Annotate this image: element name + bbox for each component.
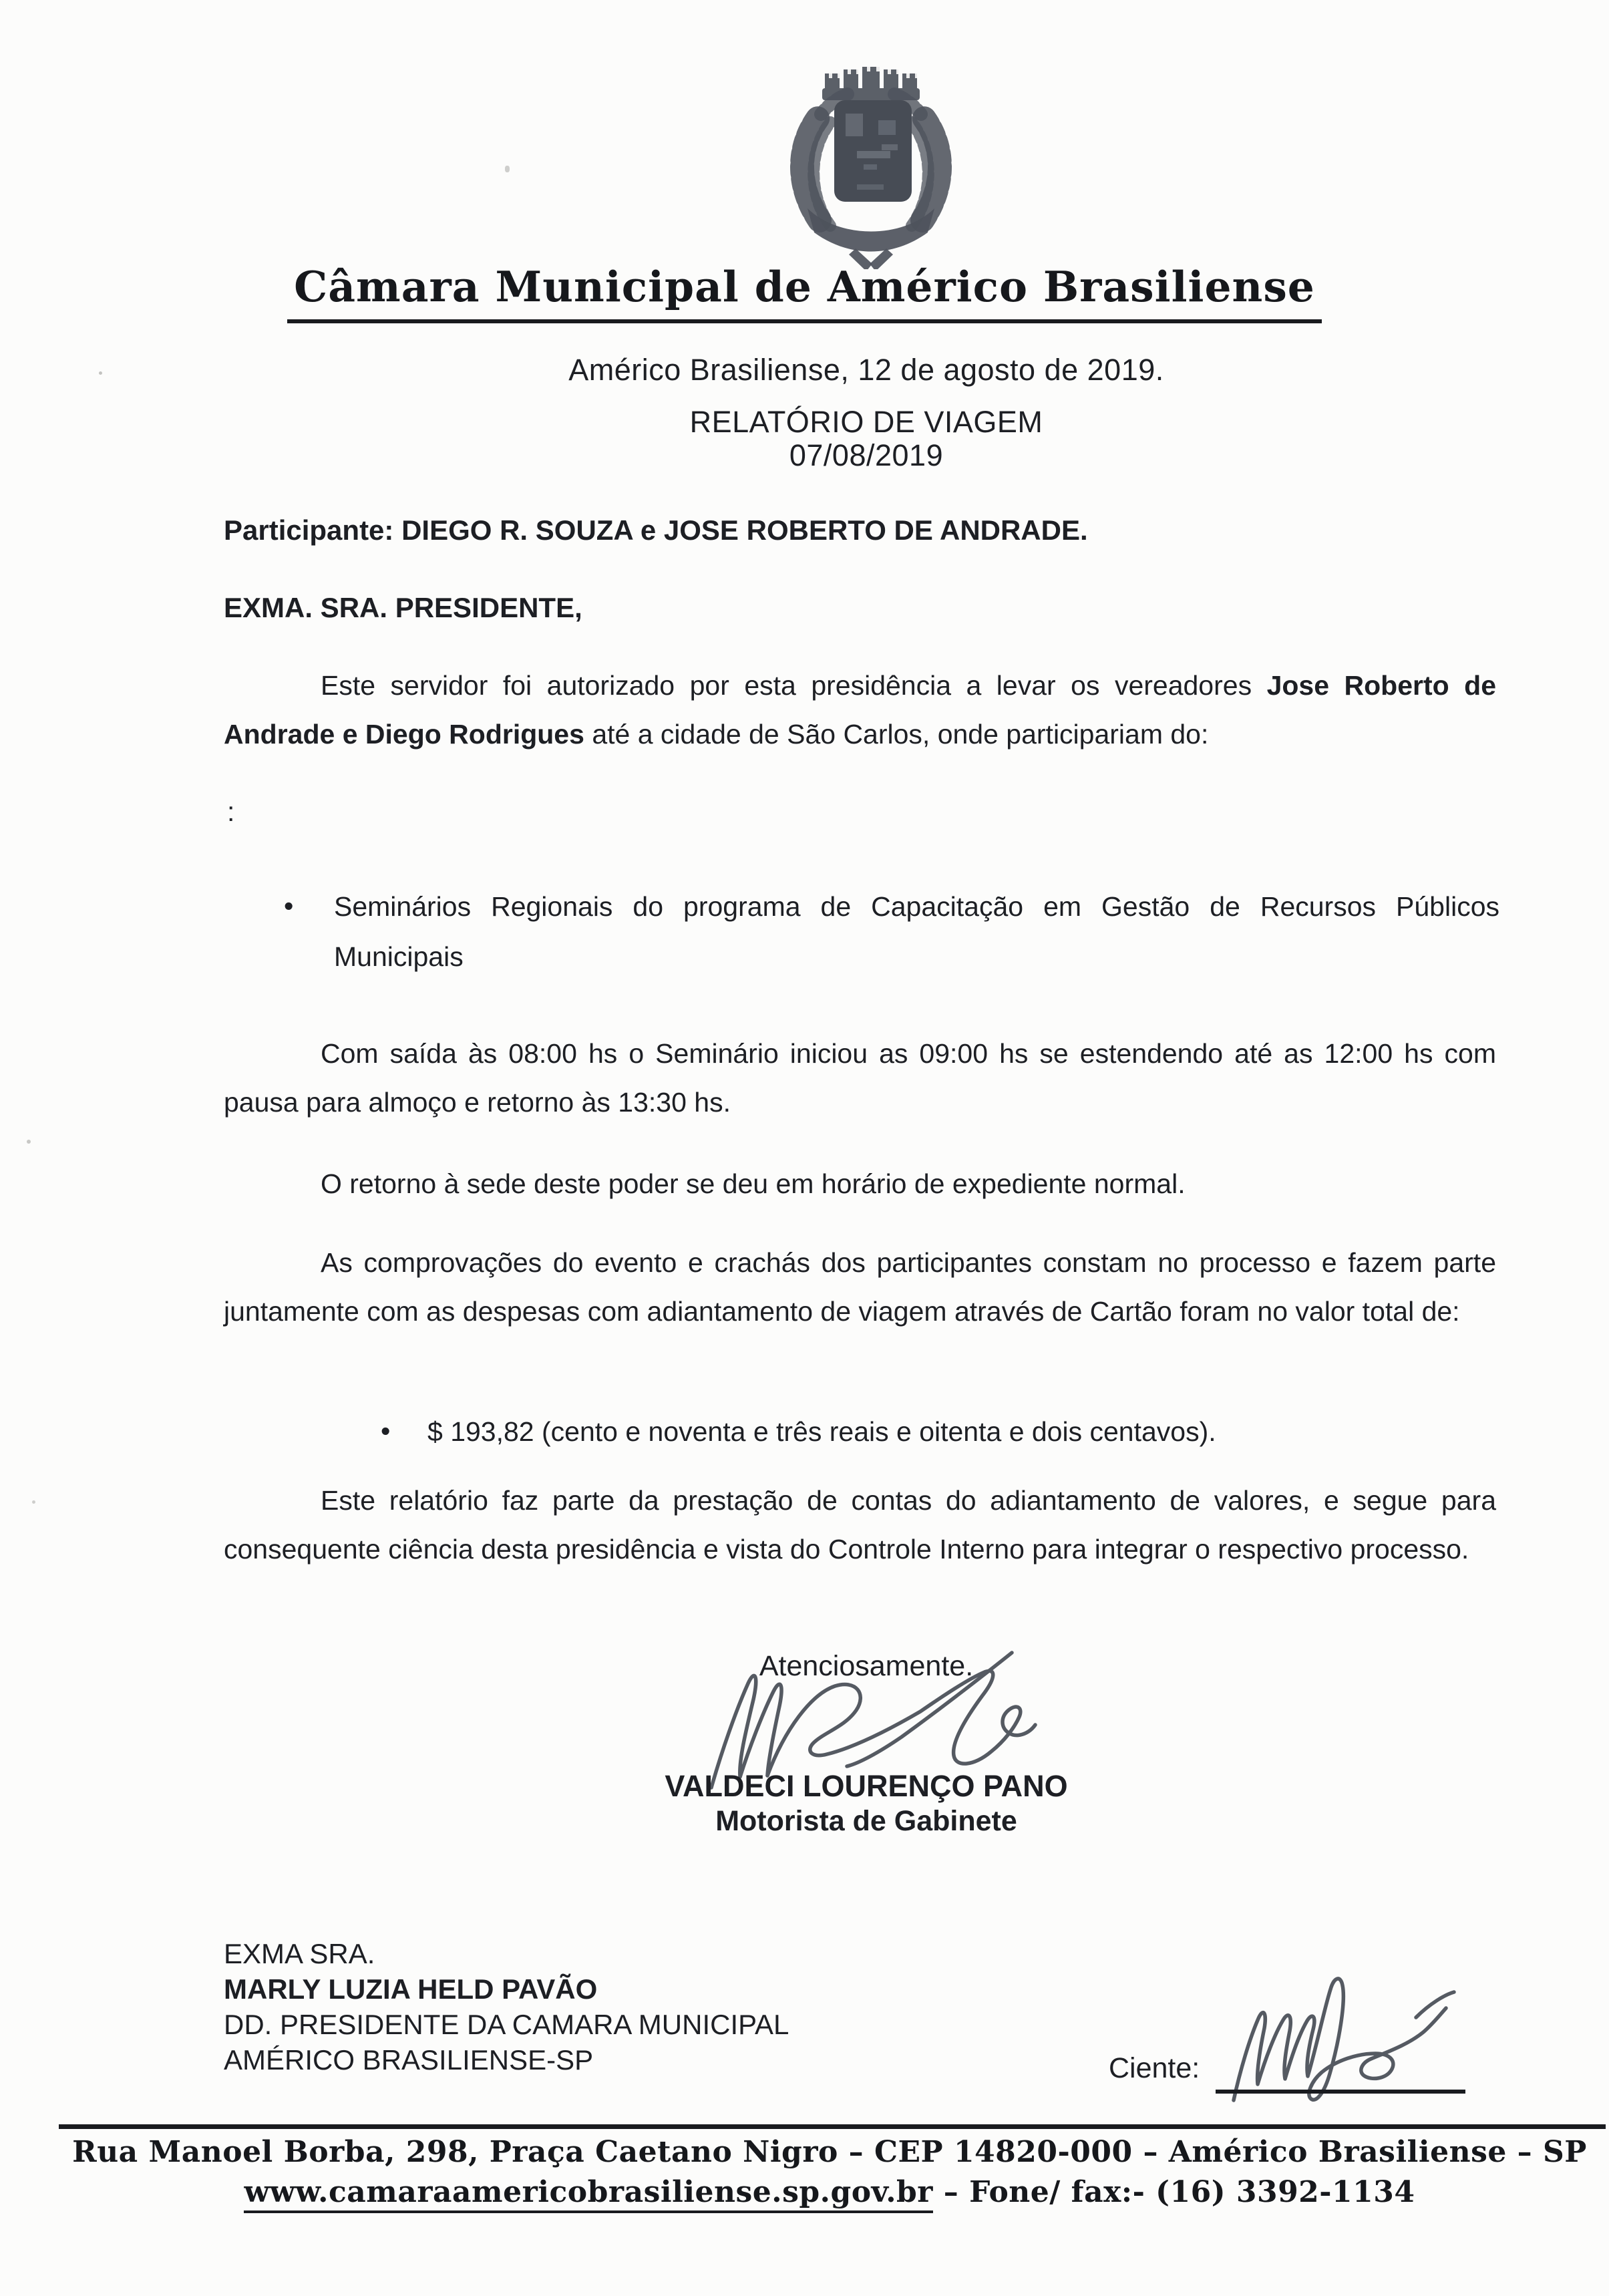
president-signature [1219,1972,1473,2106]
recipient-name: MARLY LUZIA HELD PAVÃO [224,1973,598,2005]
participants-line: Participante: DIEGO R. SOUZA e JOSE ROBERTO DE ANDRADE. [224,514,1088,546]
report-date: 07/08/2019 [789,438,944,472]
recipient-honorific: EXMA SRA. [224,1938,375,1969]
valediction: Atenciosamente. [759,1650,974,1682]
paragraph-return: O retorno à sede deste poder se deu em horário de expediente normal. [321,1168,1186,1199]
org-name-text: Câmara Municipal de Américo Brasiliense [287,262,1322,323]
salutation: EXMA. SRA. PRESIDENTE, [224,592,582,623]
paragraph-authorization [224,661,1496,759]
bullet-item-seminars: Seminários Regionais do programa de Capacitação em Gestão de Recursos Públicos Municipais [334,891,1499,972]
paragraph-receipts: As comprovações do evento e crachás dos participantes constam no processo e fazem parte juntamente com as despesas com adiantamento de viagem através de Cartão foram no valor total de: [224,1247,1496,1327]
ciente-signature-line [1216,2090,1465,2094]
bullet-marker: • [284,890,294,921]
footer-phone: – Fone/ fax:- (16) 3392-1134 [932,2175,1415,2209]
scan-speck [505,166,510,172]
footer-website: www.camaraamericobrasiliense.sp.gov.br [244,2175,933,2213]
signer-name: VALDECI LOURENÇO PANO [665,1769,1068,1803]
dateline: Américo Brasiliense, 12 de agosto de 2019. [568,353,1164,387]
ciente-label: Ciente: [1109,2052,1200,2084]
scan-speck [27,1140,31,1144]
recipient-block [224,1936,789,2078]
paragraph-schedule: Com saída às 08:00 hs o Seminário iniciou as 09:00 hs se estendendo até as 12:00 hs com pausa para almoço e retorno às 13:30 hs. [224,1038,1496,1118]
stray-colon-mark: : [227,796,235,827]
scan-speck [32,1500,35,1504]
recipient-city: AMÉRICO BRASILIENSE-SP [224,2044,594,2076]
scan-speck [99,371,102,375]
org-name-heading [0,262,1609,323]
paragraph-authorization-text-1: Este servidor foi autorizado por esta presidência a levar os vereadores [321,670,1267,701]
bullet-marker: • [381,1416,391,1446]
municipal-coat-of-arms-icon [778,59,964,269]
paragraph-authorization-text-2: até a cidade de São Carlos, onde participariam do: [584,719,1209,750]
bullet-item-amount: $ 193,82 (cento e noventa e três reais e oitenta e dois centavos). [427,1416,1216,1447]
footer [40,2132,1609,2212]
footer-divider [59,2124,1606,2129]
footer-address: Rua Manoel Borba, 298, Praça Caetano Nigro – CEP 14820-000 – Américo Brasiliense – SP [72,2135,1587,2169]
recipient-title: DD. PRESIDENTE DA CAMARA MUNICIPAL [224,2009,789,2040]
paragraph-accountability: Este relatório faz parte da prestação de contas do adiantamento de valores, e segue para consequente ciência desta presidência e vista do Controle Interno para integrar o respectivo processo. [224,1485,1496,1565]
report-title: RELATÓRIO DE VIAGEM [689,405,1043,439]
footer-contact-line [40,2172,1609,2212]
signer-role: Motorista de Gabinete [715,1805,1017,1837]
paragraph-authorization-names-bold: Jose Roberto de Andrade e Diego Rodrigues [224,670,1496,750]
